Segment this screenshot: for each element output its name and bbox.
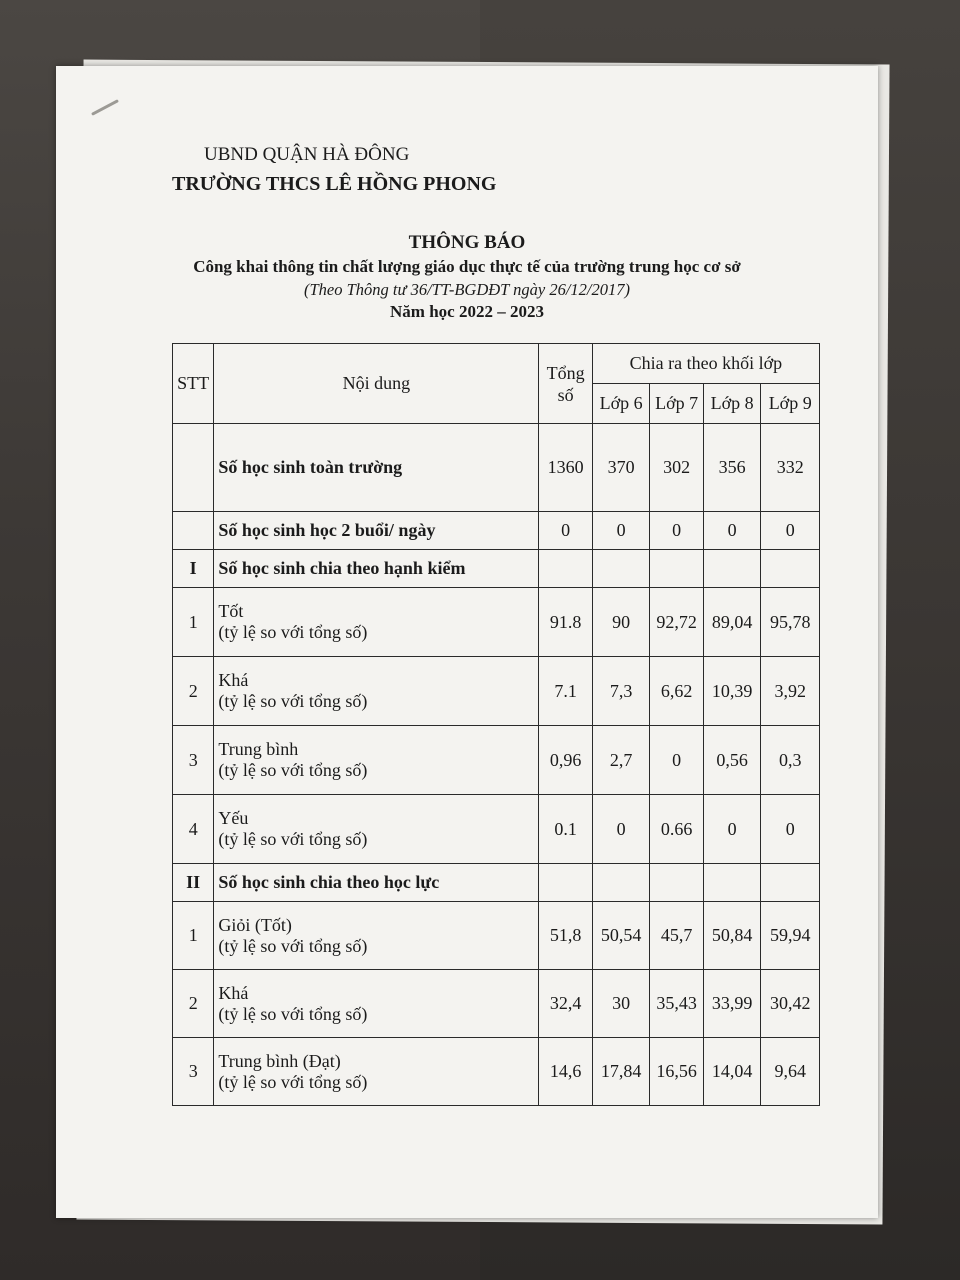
row-grade-8: 50,84 <box>703 902 761 970</box>
row-grade-9: 59,94 <box>761 902 820 970</box>
document-subtitle: Công khai thông tin chất lượng giáo dục thực tế của trường trung học cơ sở <box>193 257 741 276</box>
row-stt <box>173 512 214 550</box>
row-total: 0,96 <box>539 726 592 795</box>
row-grade-8: 0 <box>703 512 761 550</box>
section-number: I <box>173 550 214 588</box>
row-grade-8: 89,04 <box>703 588 761 657</box>
row-total: 1360 <box>539 424 592 512</box>
row-grade-9: 0,3 <box>761 726 820 795</box>
legal-reference: (Theo Thông tư 36/TT-BGDĐT ngày 26/12/2017) <box>303 280 631 299</box>
row-label: Trung bình (Đạt) (tỷ lệ so với tổng số) <box>214 1038 539 1106</box>
section-title: Số học sinh chia theo học lực <box>214 864 539 902</box>
row-grade-6: 50,54 <box>592 902 650 970</box>
row-label: Tốt (tỷ lệ so với tổng số) <box>214 588 539 657</box>
row-grade-7: 0 <box>650 726 703 795</box>
row-total: 0.1 <box>539 795 592 864</box>
section-row <box>173 864 820 902</box>
row-stt: 1 <box>173 588 214 657</box>
header-stt: STT <box>173 344 214 424</box>
header-grade-7: Lớp 7 <box>650 384 703 424</box>
row-grade-6: 30 <box>592 970 650 1038</box>
row-grade-7: 0 <box>650 512 703 550</box>
row-total: 51,8 <box>539 902 592 970</box>
row-grade-8: 0 <box>703 795 761 864</box>
row-stt: 2 <box>173 657 214 726</box>
row-total: 14,6 <box>539 1038 592 1106</box>
header-grade-6: Lớp 6 <box>592 384 650 424</box>
row-grade-7: 45,7 <box>650 902 703 970</box>
table-row <box>173 795 820 864</box>
row-grade-7: 92,72 <box>650 588 703 657</box>
row-grade-7: 16,56 <box>650 1038 703 1106</box>
row-stt <box>173 424 214 512</box>
section-row <box>173 550 820 588</box>
header-total: Tổng số <box>539 344 592 424</box>
row-grade-7: 0.66 <box>650 795 703 864</box>
table-row <box>173 512 820 550</box>
row-stt: 1 <box>173 902 214 970</box>
row-label: Yếu (tỷ lệ so với tổng số) <box>214 795 539 864</box>
row-grade-6: 0 <box>592 795 650 864</box>
table-row <box>173 902 820 970</box>
row-grade-8: 356 <box>703 424 761 512</box>
row-grade-6: 7,3 <box>592 657 650 726</box>
row-grade-8: 0,56 <box>703 726 761 795</box>
row-grade-8: 14,04 <box>703 1038 761 1106</box>
school-name: TRƯỜNG THCS LÊ HỒNG PHONG <box>172 173 497 195</box>
row-grade-9: 95,78 <box>761 588 820 657</box>
row-stt: 4 <box>173 795 214 864</box>
table-row <box>173 970 820 1038</box>
staple-mark <box>91 99 119 116</box>
document-page <box>56 66 878 1218</box>
row-grade-7: 35,43 <box>650 970 703 1038</box>
section-title: Số học sinh chia theo hạnh kiểm <box>214 550 539 588</box>
row-grade-7: 302 <box>650 424 703 512</box>
row-grade-9: 0 <box>761 795 820 864</box>
row-label: Số học sinh toàn trường <box>214 424 539 512</box>
row-grade-8: 33,99 <box>703 970 761 1038</box>
header-content: Nội dung <box>214 344 539 424</box>
row-label: Số học sinh học 2 buổi/ ngày <box>214 512 539 550</box>
table-row <box>173 726 820 795</box>
row-grade-9: 9,64 <box>761 1038 820 1106</box>
table-row <box>173 588 820 657</box>
section-number: II <box>173 864 214 902</box>
row-grade-6: 17,84 <box>592 1038 650 1106</box>
school-year: Năm học 2022 – 2023 <box>390 302 544 321</box>
document-title: THÔNG BÁO <box>408 232 526 253</box>
table-row <box>173 424 820 512</box>
row-grade-9: 30,42 <box>761 970 820 1038</box>
row-label: Khá (tỷ lệ so với tổng số) <box>214 970 539 1038</box>
row-stt: 3 <box>173 1038 214 1106</box>
header-grade-9: Lớp 9 <box>761 384 820 424</box>
table-row <box>173 1038 820 1106</box>
row-total: 91.8 <box>539 588 592 657</box>
issuing-authority: UBND QUẬN HÀ ĐÔNG <box>204 144 410 165</box>
quality-statistics-table <box>172 343 820 1106</box>
row-grade-9: 332 <box>761 424 820 512</box>
header-grade-8: Lớp 8 <box>703 384 761 424</box>
row-grade-6: 2,7 <box>592 726 650 795</box>
row-label: Giỏi (Tốt) (tỷ lệ so với tổng số) <box>214 902 539 970</box>
row-total: 0 <box>539 512 592 550</box>
row-grade-6: 90 <box>592 588 650 657</box>
row-grade-7: 6,62 <box>650 657 703 726</box>
row-stt: 2 <box>173 970 214 1038</box>
row-stt: 3 <box>173 726 214 795</box>
row-label: Khá (tỷ lệ so với tổng số) <box>214 657 539 726</box>
row-grade-9: 3,92 <box>761 657 820 726</box>
row-label: Trung bình (tỷ lệ so với tổng số) <box>214 726 539 795</box>
row-grade-8: 10,39 <box>703 657 761 726</box>
table-row <box>173 657 820 726</box>
row-grade-6: 370 <box>592 424 650 512</box>
row-grade-6: 0 <box>592 512 650 550</box>
header-grade-group: Chia ra theo khối lớp <box>592 344 819 384</box>
row-total: 7.1 <box>539 657 592 726</box>
row-total: 32,4 <box>539 970 592 1038</box>
row-grade-9: 0 <box>761 512 820 550</box>
